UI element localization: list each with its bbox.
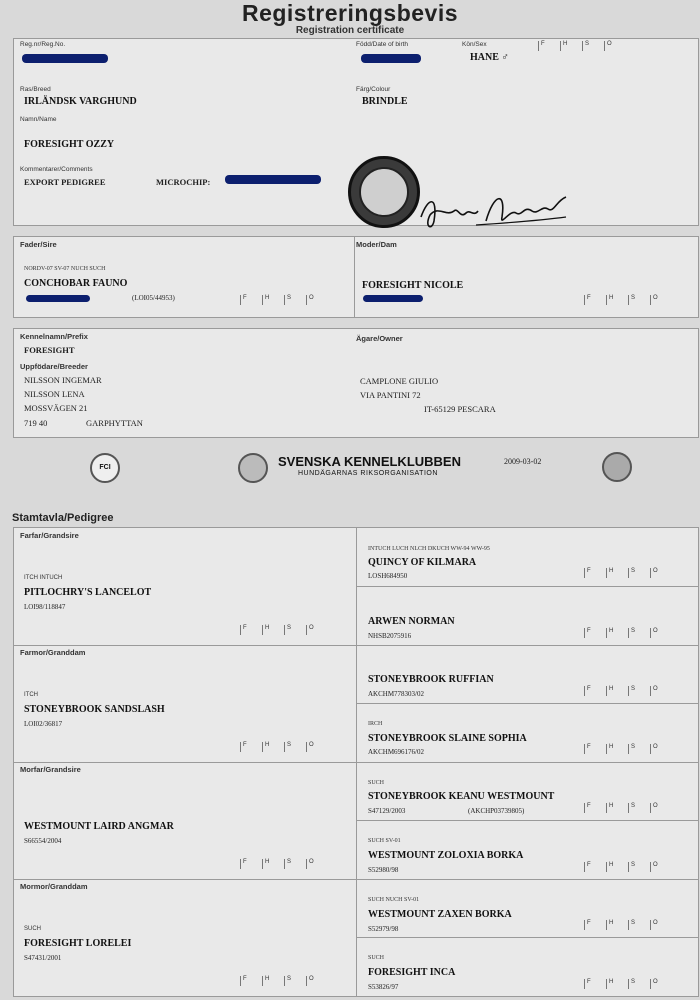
ggp-1-reg: LOSH684950 <box>368 572 408 580</box>
ggp-6-name: WESTMOUNT ZOLOXIA BORKA <box>368 850 524 861</box>
breeder-line-3: MOSSVÄGEN 21 <box>24 403 88 413</box>
fhso-h: H <box>560 41 582 51</box>
fci-logo-icon: FCI <box>90 453 120 483</box>
breeder-line-1: NILSSON INGEMAR <box>24 375 102 385</box>
ggp-4-name: STONEYBROOK SLAINE SOPHIA <box>368 733 527 744</box>
ggp-8-name: FORESIGHT INCA <box>368 967 456 978</box>
reg-no-label: Reg.nr/Reg.No. <box>20 41 66 48</box>
signature-icon <box>416 187 576 235</box>
pedigree-panel: Farfar/Grandsire ITCH INTUCH PITLOCHRY'S LANCELOT LOI98/118847 F H S O Farmor/Granddam ITCH STONEYBROOK SANDSLASH LOI02/36817 F H S O Morfar/Grandsire WESTMOUNT LAIRD ANGMAR S66554/2004 F H S O Mormor/Granddam SUCH FORESIGHT LORELEI S47431/2001 F H S O INTUCH LUCH NLCH DKUCH WW-94 WW-95 QUINCY OF KILMARA LOSH684950 F H S O ARWEN NORMAN NHSB2075916 F H S O STONEYBROOK RUFFIAN AKCHM778303/02 F H S O IRCH STONEYBROOK SLAINE SOPHIA AKCHM696176/02 F H S O SUCH STONEYBROOK KEANU WESTMOUNT S47129/2003 (AKCHP03739805) F H S O SUCH SV-01 WESTMOUNT ZOLOXIA BORKA S52980/98 F H S O SUCH NUCH SV-01 WESTMOUNT ZAXEN BORKA S52979/98 F H S O SUCH FORESIGHT INCA S53826/97 F H S O <box>13 527 699 997</box>
sire-titles: NORDV-07 SV-07 NUCH SUCH <box>24 266 106 272</box>
colour-label: Färg/Colour <box>356 86 391 93</box>
ggp-5-reg2: (AKCHP03739805) <box>468 807 525 815</box>
dam-name: FORESIGHT NICOLE <box>362 280 464 291</box>
kennel-club-seal-icon <box>348 156 420 228</box>
ggp-6-titles: SUCH SV-01 <box>368 838 401 844</box>
skk-logo-icon <box>238 453 268 483</box>
breed-label: Ras/Breed <box>20 86 51 93</box>
ggp-8-reg: S53826/97 <box>368 983 399 991</box>
grandparent-1-name: PITLOCHRY'S LANCELOT <box>24 587 152 598</box>
sire-name: CONCHOBAR FAUNO <box>24 278 128 289</box>
owner-city: IT-65129 PESCARA <box>424 404 496 414</box>
kennel-panel <box>13 328 699 438</box>
grandparent-2-reg: LOI02/36817 <box>24 720 63 728</box>
pedigree-title: Stamtavla/Pedigree <box>12 512 114 524</box>
document-title: Registreringsbevis <box>241 0 459 26</box>
comments-label: Kommentarer/Comments <box>20 166 93 173</box>
ggp-2-reg: NHSB2075916 <box>368 632 412 640</box>
ggp-4-reg: AKCHM696176/02 <box>368 748 425 756</box>
colour-value: BRINDLE <box>362 96 408 107</box>
grandparent-2-label: Farmor/Granddam <box>20 648 86 657</box>
owner-line-2: VIA PANTINI 72 <box>360 390 421 400</box>
sex-label: Kön/Sex <box>462 41 487 48</box>
grandparent-4-reg: S47431/2001 <box>24 954 62 962</box>
ggp-7-name: WESTMOUNT ZAXEN BORKA <box>368 909 512 920</box>
comments-value: EXPORT PEDIGREE <box>24 177 106 187</box>
breeder-label: Uppfödare/Breeder <box>20 362 88 371</box>
issue-date: 2009-03-02 <box>504 457 542 466</box>
owner-line-1: CAMPLONE GIULIO <box>360 376 439 386</box>
parents-panel <box>13 236 699 318</box>
ggp-5-reg: S47129/2003 <box>368 807 406 815</box>
grandparent-4-titles: SUCH <box>24 926 42 932</box>
microchip-label: MICROCHIP: <box>156 177 211 187</box>
parents-divider <box>354 237 355 317</box>
kennel-club-tagline: HUNDÄGARNAS RIKSORGANISATION <box>298 470 438 477</box>
sire-reg: (LOI05/44953) <box>132 294 175 302</box>
dam-label: Moder/Dam <box>356 240 397 249</box>
ggp-6-reg: S52980/98 <box>368 866 399 874</box>
ggp-1-name: QUINCY OF KILMARA <box>368 557 477 568</box>
ggp-7-reg: S52979/98 <box>368 925 399 933</box>
grandparent-3-label: Morfar/Grandsire <box>20 765 81 774</box>
kennel-club-name: SVENSKA KENNELKLUBBEN <box>278 454 461 469</box>
registration-panel <box>13 38 699 226</box>
hologram-icon <box>602 452 632 482</box>
ggp-2-name: ARWEN NORMAN <box>368 616 455 627</box>
fhso-boxes <box>538 41 626 53</box>
name-label: Namn/Name <box>20 116 57 123</box>
reg-no-redacted <box>22 54 108 63</box>
ggp-3-reg: AKCHM778303/02 <box>368 690 425 698</box>
breeder-zip: 719 40 <box>24 418 48 428</box>
ggp-3-name: STONEYBROOK RUFFIAN <box>368 674 494 685</box>
prefix-value: FORESIGHT <box>24 345 75 355</box>
grandparent-1-titles: ITCH INTUCH <box>24 575 63 581</box>
dam-fhso-boxes: F H S O <box>584 295 672 307</box>
grandparent-1-reg: LOI98/118847 <box>24 603 66 611</box>
fhso-f: F <box>538 41 560 51</box>
prefix-label: Kennelnamn/Prefix <box>20 332 88 341</box>
name-value: FORESIGHT OZZY <box>24 139 115 150</box>
document-subtitle: Registration certificate <box>295 25 405 36</box>
sire-fhso-boxes: F H S O <box>240 295 328 307</box>
ggp-7-titles: SUCH NUCH SV-01 <box>368 897 420 903</box>
breeder-city: GARPHYTTAN <box>86 418 143 428</box>
grandparent-4-label: Mormor/Granddam <box>20 882 88 891</box>
breeder-line-2: NILSSON LENA <box>24 389 85 399</box>
fhso-s: S <box>582 41 604 51</box>
grandparent-2-name: STONEYBROOK SANDSLASH <box>24 704 165 715</box>
breed-value: IRLÄNDSK VARGHUND <box>24 96 137 107</box>
grandparent-4-name: FORESIGHT LORELEI <box>24 938 132 949</box>
microchip-redacted <box>225 175 321 184</box>
sex-value: HANE ♂ <box>470 52 509 63</box>
grandparent-3-reg: S66554/2004 <box>24 837 62 845</box>
dam-reg-redacted <box>363 295 423 302</box>
grandparent-2-titles: ITCH <box>24 692 38 698</box>
ggp-1-titles: INTUCH LUCH NLCH DKUCH WW-94 WW-95 <box>368 546 490 552</box>
sire-reg-redacted <box>26 295 90 302</box>
ggp-5-titles: SUCH <box>368 780 385 786</box>
dob-redacted <box>361 54 421 63</box>
fhso-o: O <box>604 41 626 51</box>
grandparent-1-label: Farfar/Grandsire <box>20 531 79 540</box>
dob-label: Född/Date of birth <box>356 41 409 48</box>
grandparent-3-name: WESTMOUNT LAIRD ANGMAR <box>24 821 174 832</box>
ggp-8-titles: SUCH <box>368 955 385 961</box>
sire-label: Fader/Sire <box>20 240 57 249</box>
ggp-4-titles: IRCH <box>368 721 383 727</box>
ggp-5-name: STONEYBROOK KEANU WESTMOUNT <box>368 791 555 802</box>
owner-label: Ägare/Owner <box>356 334 403 343</box>
